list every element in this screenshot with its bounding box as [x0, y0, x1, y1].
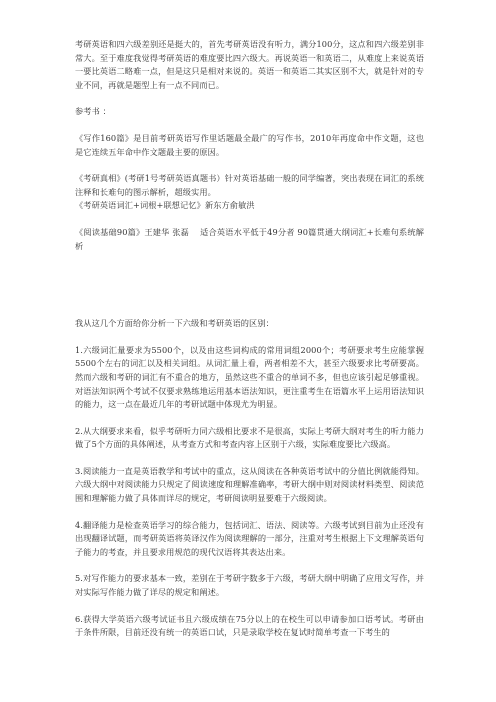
point-6-speaking: 6.获得大学英语六级考试证书且六级成绩在75分以上的在校生可以申请参加口语考试。考研由于条件所限，目前还没有统一的英语口试，只是录取学校在复试时简单考查一下考生的	[75, 613, 424, 638]
book-kaoyan-zhenxiang: 《考研真相》(考研1号考研英语真题书）针对英语基础一般的同学编著，突出表现在词汇的系统注释和长难句的图示解析，超级实用。	[75, 173, 424, 197]
book-vocabulary: 《考研英语词汇+词根+联想记忆》新东方俞敏洪	[75, 200, 255, 211]
book-writing-160: 《写作160篇》是目前考研英语写作里话题最全最广的写作书，2010年再度命中作文题，这也是它连续五年命中作文题最主要的原因。	[75, 132, 424, 157]
comparison-intro: 我从这几个方面给你分析一下六级和考研英语的区别：	[75, 318, 274, 329]
point-1-vocabulary: 1.六级词汇量要求为5500个，以及由这些词构成的常用词组2000个；考研要求考生应能掌握5500个左右的词汇以及相关词组。从词汇量上看，两者相差不大，甚至六级要求比考研要高。然而六级和考研的词汇有不重合的地方，虽然这些不重合的单词不多，但也应该引起足够重视。对语法知识两个考试不仅要求熟练地运用基本语法知识，更注重考生在语篇水平上运用语法知识的能力，这一点在最近几年的考研试题中体现尤为明显。	[75, 344, 424, 410]
point-4-translation: 4.翻译能力是检查英语学习的综合能力，包括词汇、语法、阅读等。六级考试到目前为止还没有出现翻译试题，而考研英语将英译汉作为阅读理解的一部分，注重对考生根据上下文理解英语句子能力的考查，并且要求用规范的现代汉语将其表达出来。	[75, 519, 424, 557]
point-2-listening: 2.从大纲要求来看，似乎考研听力同六级相比要求不是很高，实际上考研大纲对考生的听力能力做了5个方面的具体阐述，从考查方式和考查内容上区别于六级，实际难度要比六级高。	[75, 425, 424, 450]
reference-books-heading: 参考书 ：	[75, 106, 111, 117]
point-5-writing: 5.对写作能力的要求基本一致，差别在于考研字数多于六级，考研大纲中明确了应用文写作，并对实际写作能力做了详尽的规定和阐述。	[75, 573, 424, 598]
point-3-reading: 3.阅读能力一直是英语教学和考试中的重点，这从阅读在各种英语考试中的分值比例就能得知。六级大纲中对阅读能力只规定了阅读速度和理解准确率，考研大纲中则对阅读材料类型、阅读范围和理解能力做了具体而详尽的规定，考研阅读明显要难于六级阅读。	[75, 465, 424, 504]
intro-paragraph: 考研英语和四六级差别还是挺大的，首先考研英语没有听力，满分100分，这点和四六级差别非常大。至于难度我觉得考研英语的难度要比四六级大。再说英语一和英语二，从难度上来说英语一要比英语二略难一点，但是这只是相对来说的。英语一和英语二其实区别不大，就是针对的专业不同，再就是题型上有一点不同而已。	[75, 39, 424, 90]
book-reading-90: 《阅读基础90篇》王建华 张磊 适合英语水平低于49分者 90篇贯通大纲词汇+长难句系统解析	[75, 226, 424, 251]
